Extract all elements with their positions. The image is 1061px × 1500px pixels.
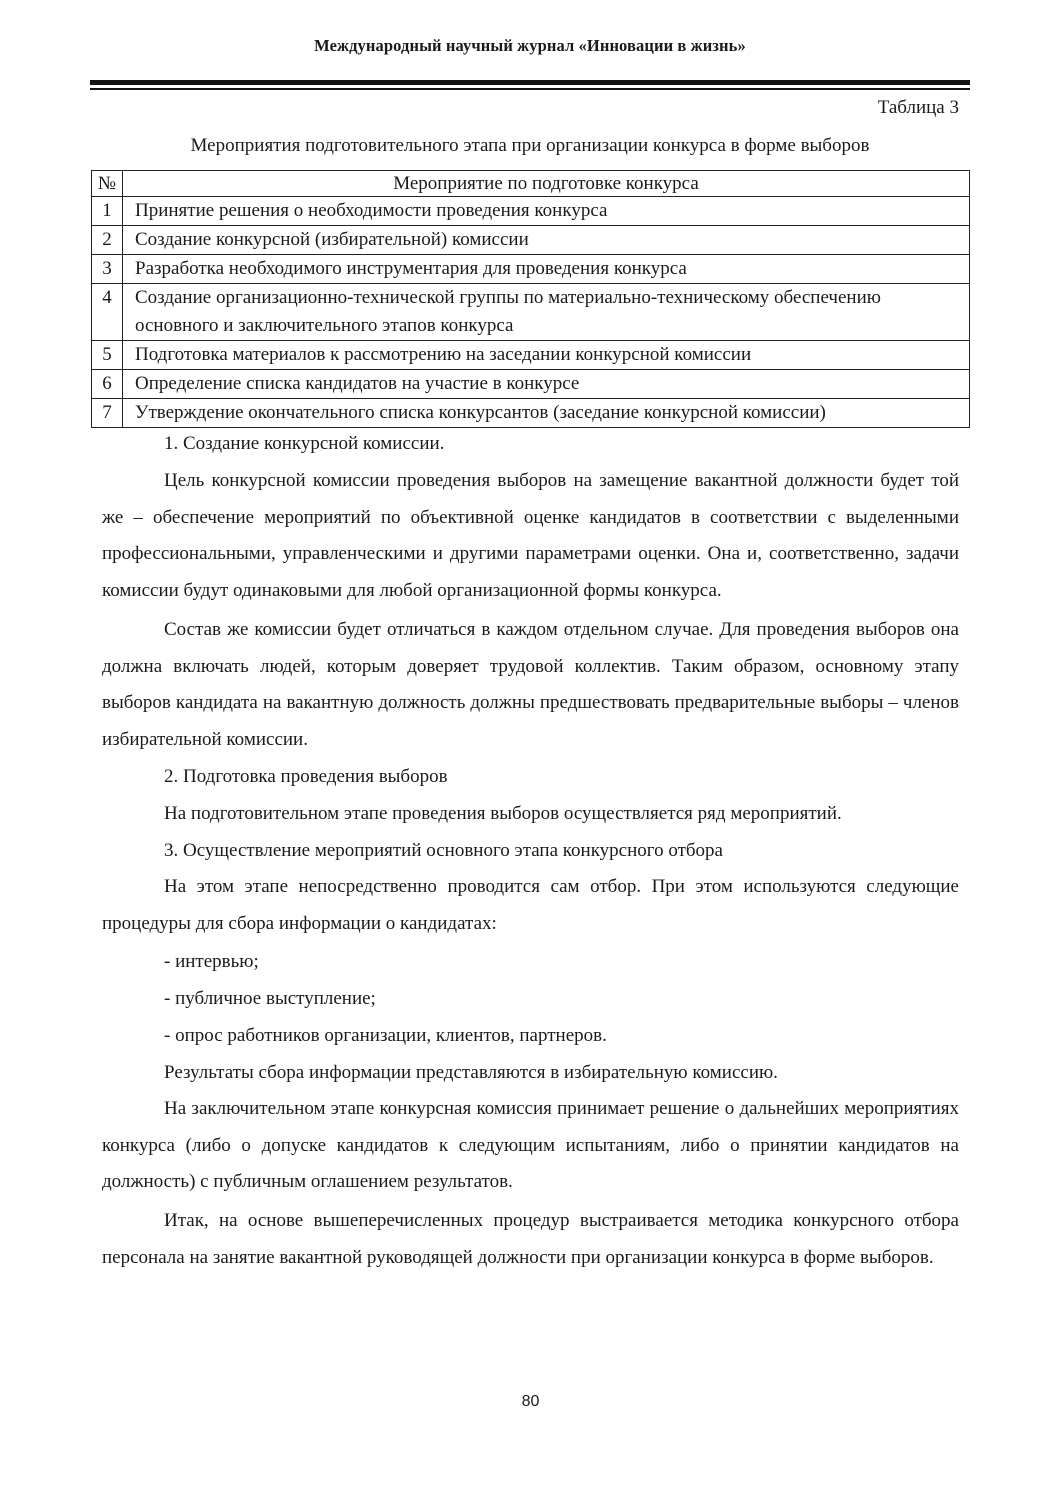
- header-rule-thin: [90, 88, 970, 90]
- column-header-number: №: [92, 171, 123, 197]
- row-number: 7: [92, 399, 123, 428]
- paragraph-preparation-stage: На подготовительном этапе проведения выборов осуществляется ряд мероприятий.: [164, 803, 842, 824]
- section-heading-main-stage: 3. Осуществление мероприятий основного этапа конкурсного отбора: [164, 840, 723, 861]
- list-item-public-speech: - публичное выступление;: [164, 988, 376, 1009]
- section-heading-preparation: 2. Подготовка проведения выборов: [164, 766, 448, 787]
- section-heading-commission: 1. Создание конкурсной комиссии.: [164, 433, 445, 454]
- table-row: [92, 197, 970, 226]
- table-row: [92, 226, 970, 255]
- row-number: 2: [92, 226, 123, 255]
- table-row: [92, 370, 970, 399]
- row-text: Утверждение окончательного списка конкурсантов (заседание конкурсной комиссии): [123, 399, 970, 428]
- table-title: Мероприятия подготовительного этапа при организации конкурса в форме выборов: [190, 135, 870, 156]
- paragraph-conclusion: Итак, на основе вышеперечисленных процедур выстраивается методика конкурсного отбора персонала на занятие вакантной руководящей должности при организации конкурса в форме выборов.: [102, 1210, 959, 1268]
- list-item-interview: - интервью;: [164, 951, 259, 972]
- column-header-event: Мероприятие по подготовке конкурса: [123, 171, 970, 197]
- row-text: Создание организационно-технической группы по материально-техническому обеспечению основного и заключительного этапов конкурса: [123, 284, 970, 341]
- journal-header: Международный научный журнал «Инновации в жизнь»: [314, 36, 746, 55]
- row-number: 5: [92, 341, 123, 370]
- table-row: [92, 284, 970, 341]
- row-number: 1: [92, 197, 123, 226]
- header-rule-thick: [90, 80, 970, 85]
- row-number: 3: [92, 255, 123, 284]
- row-text: Разработка необходимого инструментария для проведения конкурса: [123, 255, 970, 284]
- table-row: [92, 341, 970, 370]
- paragraph-commission-goal: Цель конкурсной комиссии проведения выборов на замещение вакантной должности будет той же – обеспечение мероприятий по объективной оценке кандидатов в соответствии с выделенными профессиональными, управленческими и другими параметрами оценки. Она и, соответственно, задачи комиссии будут одинаковыми для любой организационной формы конкурса.: [102, 470, 959, 601]
- paragraph-main-stage: На этом этапе непосредственно проводится сам отбор. При этом используются следующие процедуры для сбора информации о кандидатах:: [102, 876, 959, 934]
- paragraph-commission-composition: Состав же комиссии будет отличаться в каждом отдельном случае. Для проведения выборов она должна включать людей, которым доверяет трудовой коллектив. Таким образом, основному этапу выборов кандидата на вакантную должность должны предшествовать предварительные выборы – членов избирательной комиссии.: [102, 619, 959, 750]
- events-table: [91, 170, 970, 428]
- list-item-survey: - опрос работников организации, клиентов, партнеров.: [164, 1025, 607, 1046]
- row-text: Подготовка материалов к рассмотрению на заседании конкурсной комиссии: [123, 341, 970, 370]
- row-number: 6: [92, 370, 123, 399]
- table-row: [92, 255, 970, 284]
- row-text: Принятие решения о необходимости проведения конкурса: [123, 197, 970, 226]
- page-number: 80: [521, 1393, 540, 1410]
- row-number: 4: [92, 284, 123, 341]
- paragraph-results: Результаты сбора информации представляются в избирательную комиссию.: [164, 1062, 778, 1083]
- row-text: Определение списка кандидатов на участие в конкурсе: [123, 370, 970, 399]
- table-row: [92, 399, 970, 428]
- table-label: Таблица 3: [877, 97, 959, 118]
- row-text: Создание конкурсной (избирательной) комиссии: [123, 226, 970, 255]
- table-header-row: [92, 171, 970, 197]
- paragraph-final-stage: На заключительном этапе конкурсная комиссия принимает решение о дальнейших мероприятиях конкурса (либо о допуске кандидатов к следующим испытаниям, либо о принятии кандидатов на должность) с публичным оглашением результатов.: [102, 1098, 959, 1192]
